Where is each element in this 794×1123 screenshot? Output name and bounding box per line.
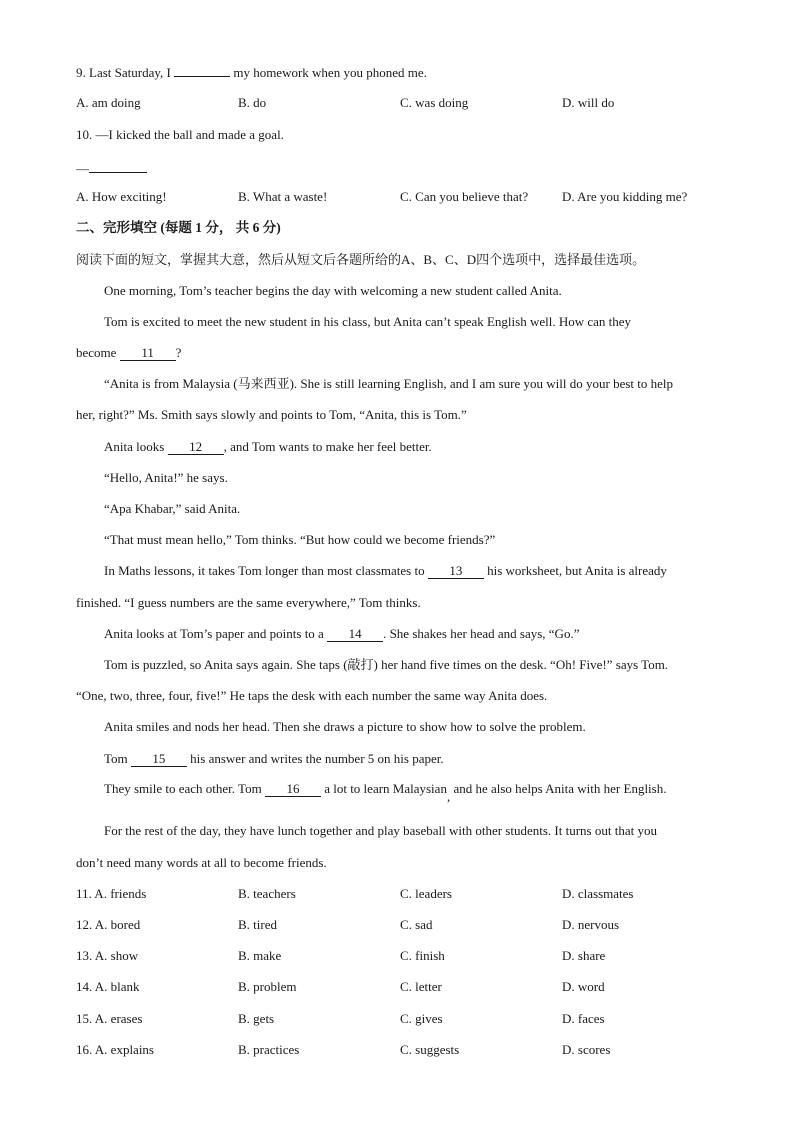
- section-title: 二、完形填空 (每题 1 分， 共 6 分): [76, 220, 281, 235]
- choice-16-b: B. practices: [238, 1042, 300, 1057]
- question-10-reply: [76, 160, 147, 177]
- question-10-blank: [89, 160, 147, 173]
- blank-13: 13: [428, 564, 484, 579]
- passage-paragraph-4: [104, 439, 432, 455]
- question-9-option-d: D. will do: [562, 95, 615, 110]
- passage-text: his worksheet, but Anita is already: [487, 563, 667, 578]
- passage-text: , and Tom wants to make her feel better.: [223, 439, 432, 454]
- passage-paragraph-3-line-2: her, right?” Ms. Smith says slowly and points to Tom, “Anita, this is Tom.”: [76, 407, 467, 422]
- choice-11-a: 11. A. friends: [76, 886, 147, 901]
- passage-text: ?: [175, 345, 182, 360]
- passage-text: In Maths lessons, it takes Tom longer than most classmates to: [104, 563, 425, 578]
- choice-13-a: 13. A. show: [76, 948, 139, 963]
- choice-15-b: B. gets: [238, 1011, 275, 1026]
- choices-row-12: [76, 917, 726, 933]
- passage-text: Anita looks at Tom’s paper and points to a: [104, 626, 324, 641]
- choice-16-d: D. scores: [562, 1042, 611, 1057]
- choice-14-b: B. problem: [238, 979, 297, 994]
- question-9-text-after: my homework when you phoned me.: [233, 65, 427, 80]
- choices-row-14: [76, 979, 726, 995]
- choices-row-16: [76, 1042, 726, 1058]
- passage-paragraph-8-line-1: [104, 563, 667, 579]
- choice-14-d: D. word: [562, 979, 605, 994]
- blank-14: 14: [327, 627, 383, 642]
- choices-row-13: [76, 948, 726, 964]
- passage-paragraph-2-line-2: [76, 345, 181, 361]
- passage-text: They smile to each other. Tom: [104, 781, 262, 796]
- passage-paragraph-14-line-1: For the rest of the day, they have lunch together and play baseball with other students. It turns out that you: [104, 823, 657, 838]
- choice-12-a: 12. A. bored: [76, 917, 141, 932]
- question-10-option-c: C. Can you believe that?: [400, 189, 529, 204]
- choices-row-15: [76, 1011, 726, 1027]
- choice-14-a: 14. A. blank: [76, 979, 140, 994]
- choice-15-a: 15. A. erases: [76, 1011, 143, 1026]
- question-9-option-b: B. do: [238, 95, 267, 110]
- passage-paragraph-8-line-2: finished. “I guess numbers are the same everywhere,” Tom thinks.: [76, 595, 421, 610]
- question-10-option-a: A. How exciting!: [76, 189, 167, 204]
- passage-paragraph-9: [104, 626, 579, 642]
- question-9-blank: [174, 64, 230, 77]
- section-instruction: 阅读下面的短文，掌握其大意，然后从短文后各题所给的A、B、C、D四个选项中，选择最佳选项。: [76, 252, 646, 267]
- question-10-stem: 10. —I kicked the ball and made a goal.: [76, 127, 284, 142]
- question-9-option-c: C. was doing: [400, 95, 469, 110]
- passage-text: Anita looks: [104, 439, 165, 454]
- passage-paragraph-12: [104, 751, 444, 767]
- choice-13-d: D. share: [562, 948, 606, 963]
- choice-11-d: D. classmates: [562, 886, 634, 901]
- passage-text: become: [76, 345, 117, 360]
- choice-14-c: C. letter: [400, 979, 442, 994]
- choice-16-c: C. suggests: [400, 1042, 460, 1057]
- question-9-options: [76, 95, 726, 111]
- passage-paragraph-10-line-2: “One, two, three, four, five!” He taps the desk with each number the same way Anita does.: [76, 688, 548, 703]
- choice-12-c: C. sad: [400, 917, 433, 932]
- question-10-dash: —: [76, 161, 89, 176]
- choices-row-11: [76, 886, 726, 902]
- passage-paragraph-2-line-1: Tom is excited to meet the new student in his class, but Anita can’t speak English well. How can they: [104, 314, 632, 329]
- passage-paragraph-11: Anita smiles and nods her head. Then she draws a picture to show how to solve the problem.: [104, 719, 586, 734]
- passage-paragraph-5: “Hello, Anita!” he says.: [104, 470, 228, 485]
- passage-paragraph-3-line-1: “Anita is from Malaysia (马来西亚). She is still learning English, and I am sure you will do your best to help: [104, 376, 674, 391]
- choice-16-a: 16. A. explains: [76, 1042, 154, 1057]
- blank-12: 12: [168, 440, 224, 455]
- question-10-options: [76, 189, 726, 205]
- choice-12-b: B. tired: [238, 917, 277, 932]
- question-9-text-before: 9. Last Saturday, I: [76, 65, 171, 80]
- choice-11-c: C. leaders: [400, 886, 452, 901]
- passage-paragraph-14-line-2: don’t need many words at all to become friends.: [76, 855, 327, 870]
- blank-15: 15: [131, 752, 187, 767]
- choice-11-b: B. teachers: [238, 886, 296, 901]
- passage-comma: ,: [446, 789, 451, 804]
- question-10-option-b: B. What a waste!: [238, 189, 328, 204]
- passage-paragraph-6: “Apa Khabar,” said Anita.: [104, 501, 241, 516]
- choice-15-d: D. faces: [562, 1011, 605, 1026]
- passage-text: a lot to learn Malaysian: [324, 781, 447, 796]
- question-10-option-d: D. Are you kidding me?: [562, 189, 688, 204]
- passage-paragraph-7: “That must mean hello,” Tom thinks. “But how could we become friends?”: [104, 532, 496, 547]
- choice-13-b: B. make: [238, 948, 282, 963]
- passage-paragraph-10-line-1: Tom is puzzled, so Anita says again. She taps (敲打) her hand five times on the desk. “Oh! Five!” says Tom.: [104, 657, 669, 672]
- choice-15-c: C. gives: [400, 1011, 443, 1026]
- blank-11: 11: [120, 346, 176, 361]
- passage-paragraph-13: [104, 781, 667, 804]
- passage-text: and he also helps Anita with her English.: [453, 781, 667, 796]
- choice-13-c: C. finish: [400, 948, 445, 963]
- question-9-option-a: A. am doing: [76, 95, 141, 110]
- passage-text: his answer and writes the number 5 on his paper.: [190, 751, 444, 766]
- passage-text: Tom: [104, 751, 128, 766]
- choice-12-d: D. nervous: [562, 917, 620, 932]
- passage-text: . She shakes her head and says, “Go.”: [383, 626, 580, 641]
- passage-paragraph-1: One morning, Tom’s teacher begins the day with welcoming a new student called Anita.: [104, 283, 562, 298]
- question-9-stem: [76, 64, 427, 81]
- blank-16: 16: [265, 782, 321, 797]
